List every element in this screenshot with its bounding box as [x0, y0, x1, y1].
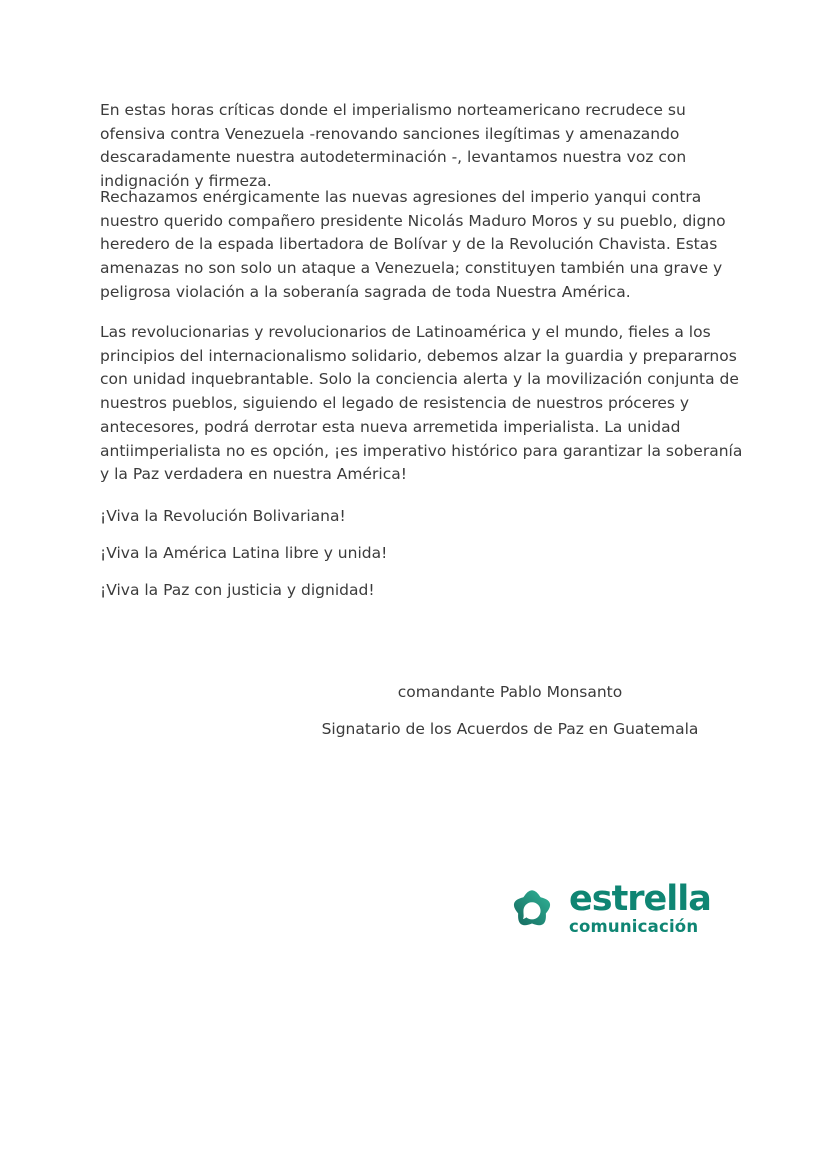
logo-text-column [569, 878, 711, 936]
paragraph-1: En estas horas críticas donde el imperialismo norteamericano recrudece su ofensiva contra Venezuela -renovando sanciones ilegítimas y amenazando descaradamente nuestra autodeterminación -, levantamos nuestra voz con indignación y firmeza. [100, 101, 687, 191]
slogan-viva-america-latina: ¡Viva la América Latina libre y unida! [100, 544, 388, 562]
signature-block [200, 681, 820, 741]
logo-wordmark: estrella [569, 878, 711, 919]
signature-title: Signatario de los Acuerdos de Paz en Guatemala [321, 719, 699, 738]
paragraph-3: Las revolucionarias y revolucionarios de Latinoamérica y el mundo, fieles a los principios del internacionalismo solidario, debemos alzar la guardia y prepararnos con unidad inquebrantable. Solo la conciencia alerta y la movilización conjunta de nuestros pueblos, siguiendo el legado de resistencia de nuestros próceres y antecesores, podrá derrotar esta nueva arremetida imperialista. La unidad antiimperialista no es opción, ¡es imperativo histórico para garantizar la soberanía y la Paz verdadera en nuestra América! [100, 323, 743, 484]
logo-tagline: comunicación [569, 916, 699, 936]
paragraph-2: Rechazamos enérgicamente las nuevas agresiones del imperio yanqui contra nuestro querido compañero presidente Nicolás Maduro Moros y su pueblo, digno heredero de la espada libertadora de Bolívar y de la Revolución Chavista. Estas amenazas no son solo un ataque a Venezuela; constituyen también una grave y peligrosa violación a la soberanía sagrada de toda Nuestra América. [100, 188, 726, 301]
slogan-viva-paz: ¡Viva la Paz con justicia y dignidad! [100, 581, 375, 599]
logo-estrella-comunicacion [504, 879, 711, 939]
star-icon [504, 879, 560, 939]
signature-name: comandante Pablo Monsanto [397, 683, 623, 701]
slogan-viva-revolucion: ¡Viva la Revolución Bolivariana! [100, 507, 346, 525]
